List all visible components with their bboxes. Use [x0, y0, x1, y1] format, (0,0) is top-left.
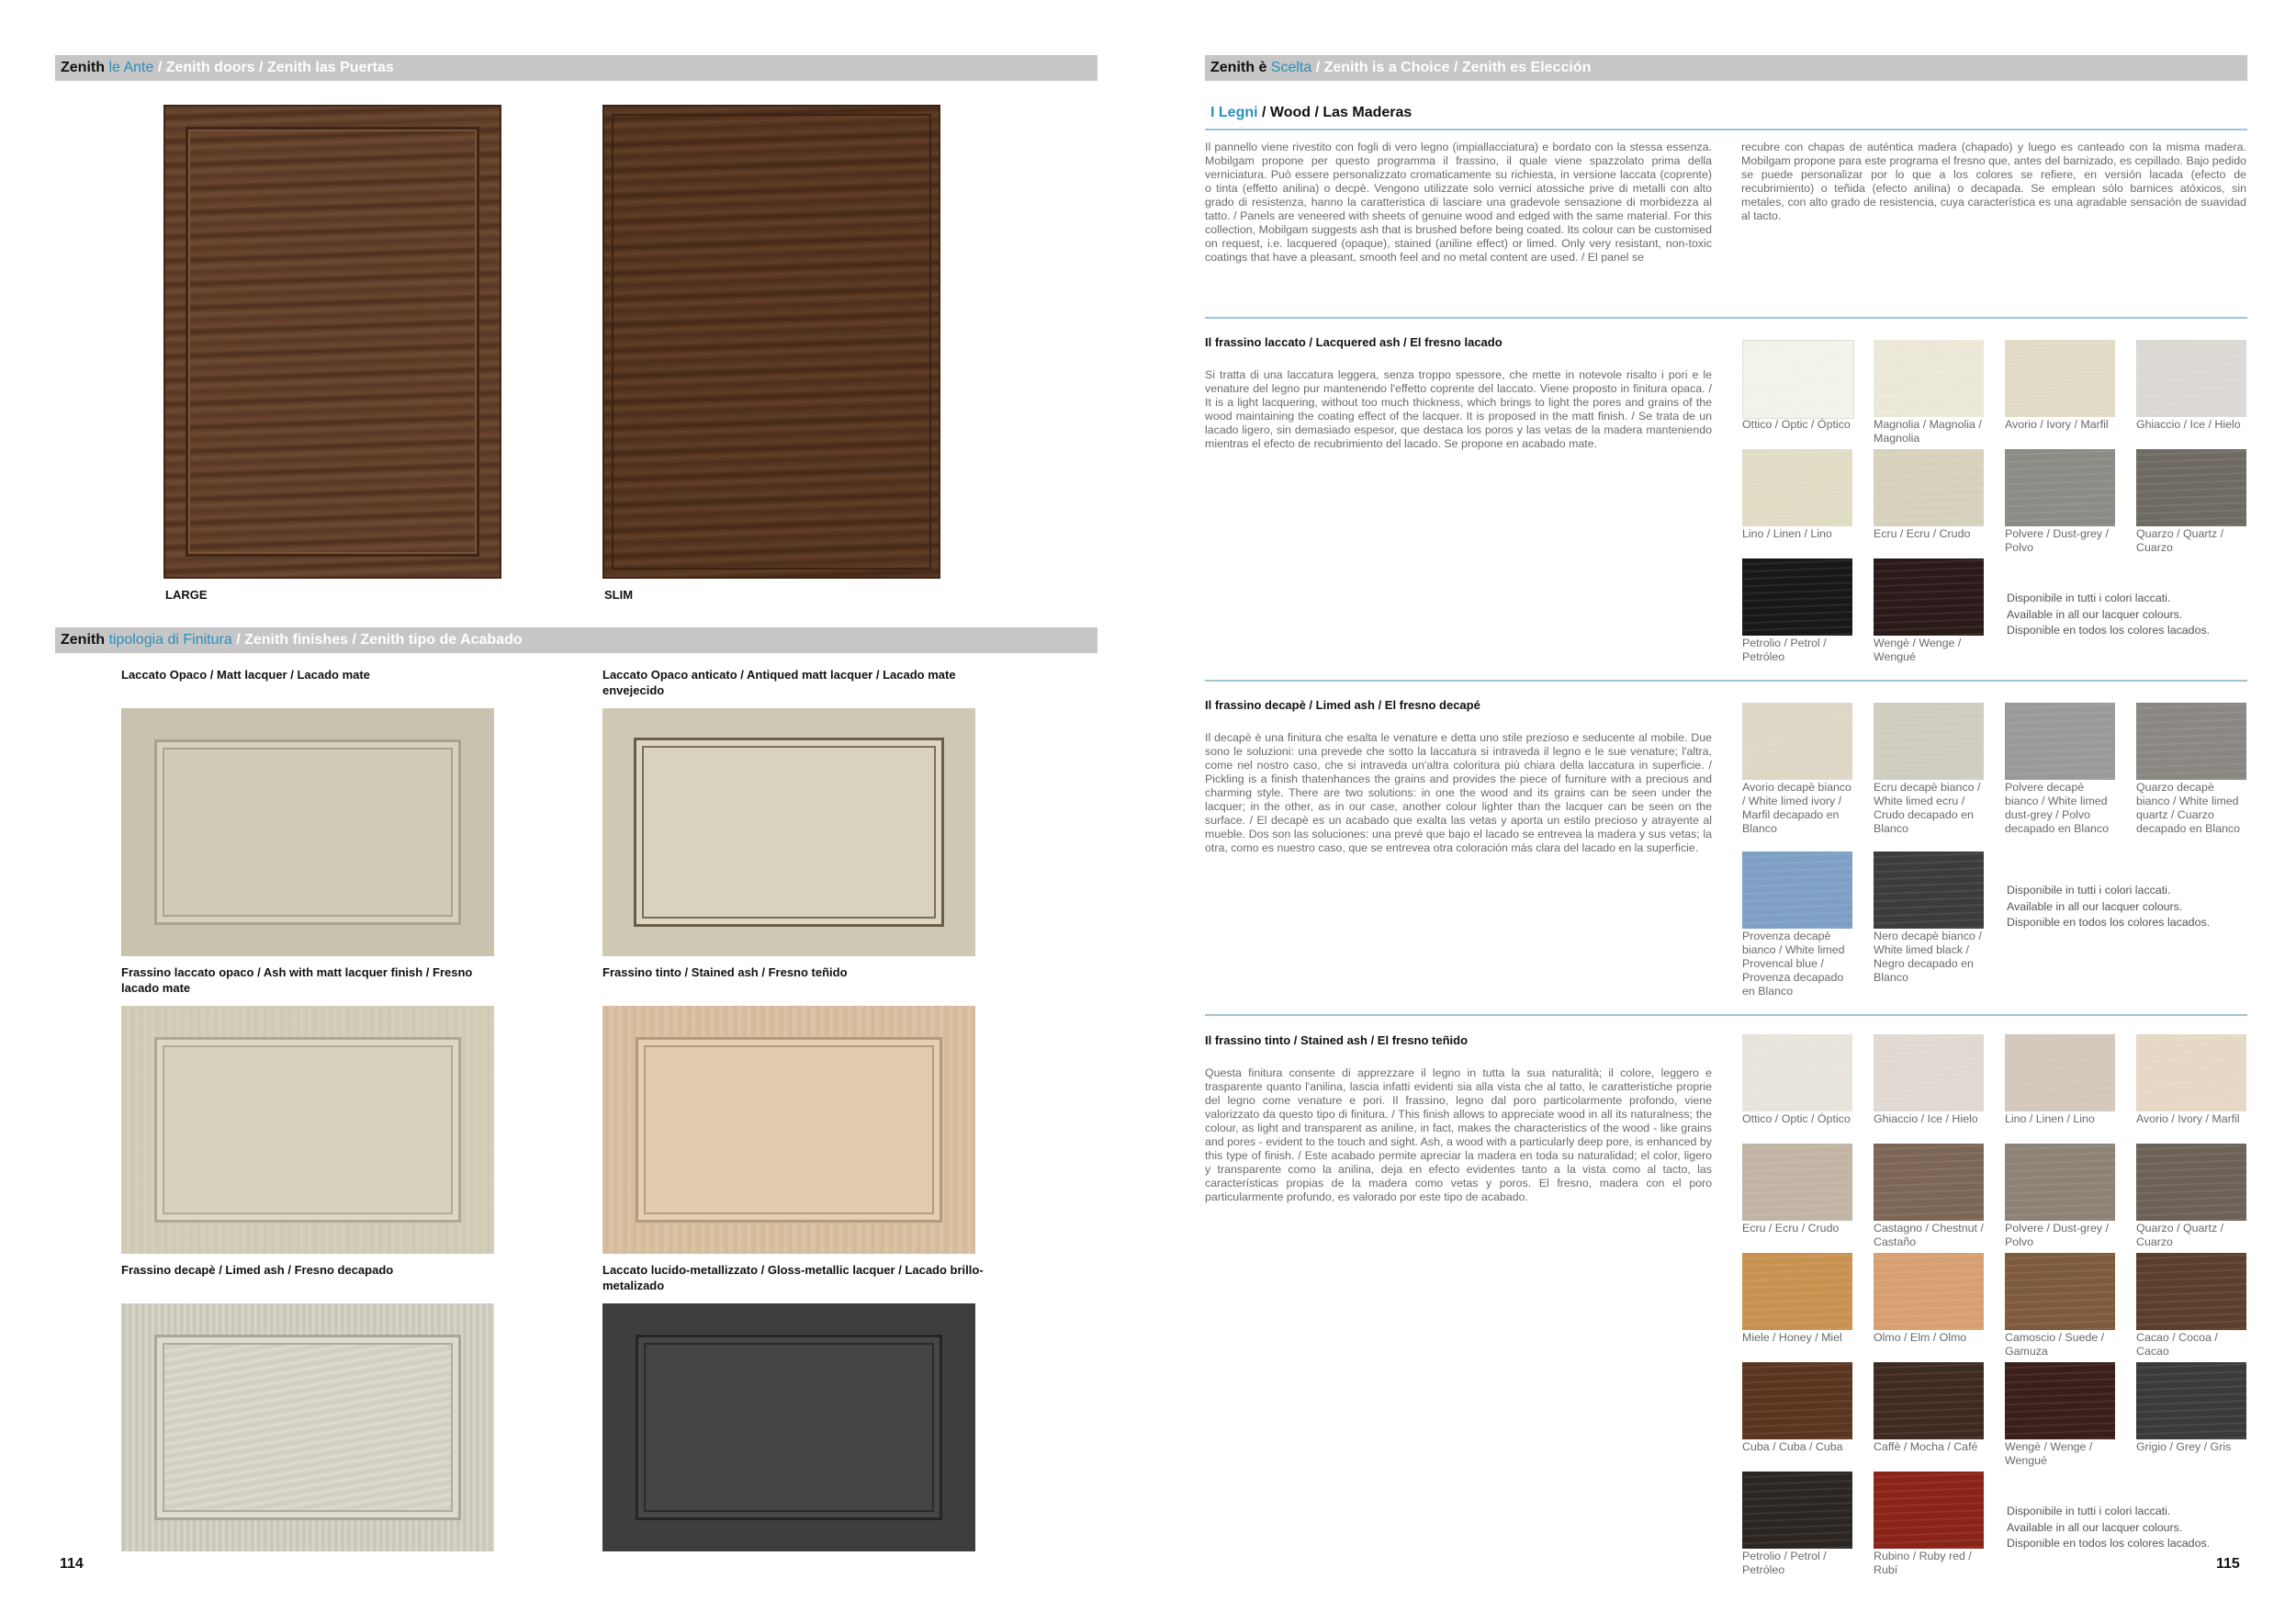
- swatch-label: Caffè / Mocha / Café: [1874, 1440, 1978, 1453]
- finish-label-5: Frassino decapè / Limed ash / Fresno decapado: [121, 1263, 394, 1277]
- note-line-en: Available in all our lacquer colours.: [2007, 607, 2183, 621]
- swatch-label: Quarzo / Quartz / Cuarzo: [2136, 1222, 2224, 1248]
- bar-rest: / Zenith finishes / Zenith tipo de Acabado: [231, 632, 523, 648]
- color-swatch[interactable]: [2136, 449, 2246, 526]
- woods-title-rest: / Wood / Las Maderas: [1257, 105, 1412, 120]
- stained-text: Questa finitura consente di apprezzare il legno in tutta la sua naturalità; il colore, leggero e trasparente quanto l'anilina, lascia infatti evidenti sia alla vista che al tatto, le caratteristiche proprie del legno come venature e pori. Il frassino, legno dal poro particolarmente profondo, viene valorizzato da questo tipo di finitura. / This finish allows to appreciate wood in all its naturalness; the colour, as light and transparent as aniline, in fact, makes the characteristics of the wood - like grains and pores - evident to the touch and sight. Ash, a wood with a particularly deep pore, is enhanced by this type of finish. / Este acabado permite apreciar la madera en toda su naturalidad; el color, ligero y transparente como la anilina, deja en efecto evidentes tanto a la vista como al tacto, las características propias de la madera como vetas y poros. El fresno, madera con el poro particularmente profundo, es valorado por este tipo de acabado.: [1205, 1066, 1712, 1203]
- swatch-label: Ecru / Ecru / Crudo: [1742, 1222, 1840, 1235]
- lacquered-note: [2007, 591, 2210, 639]
- swatch-label: Wengè / Wenge / Wengué: [1874, 637, 1962, 663]
- bar-highlight: le Ante: [108, 60, 154, 75]
- swatch-label: Avorio decapè bianco / White limed ivory / Marfil decapado en Blanco: [1742, 781, 1851, 835]
- intro-text-right: recubre con chapas de auténtica madera (chapado) y luego es canteado con la misma madera. Mobilgam propone para este programa el fresno que, antes del barnizado, es cepillado. Bajo pedido se puede personalizar por lo que a los colores se refiere, en versión lacada (efecto de recubrimiento) o teñida (efecto anilina) o decapada. Se emplean sólo barnices atóxicos, sin metales, con alto grado de resistencia, cuya característica es una agradable sensación de suavidad al tacto.: [1741, 141, 2246, 222]
- doors-section-bar: [55, 55, 1097, 81]
- color-swatch[interactable]: [1742, 1362, 1852, 1439]
- swatch-label: Ghiaccio / Ice / Hielo: [2136, 418, 2241, 431]
- color-swatch[interactable]: [2005, 449, 2115, 526]
- finish-panel-stained-ash: [602, 1006, 975, 1254]
- finish-label-6: Laccato lucido-metallizzato / Gloss-metallic lacquer / Lacado brillo-metalizado: [602, 1263, 984, 1292]
- color-swatch[interactable]: [2136, 1362, 2246, 1439]
- finish-label-3: Frassino laccato opaco / Ash with matt lacquer finish / Fresno lacado mate: [121, 965, 473, 995]
- panel-frame: [636, 1335, 942, 1520]
- door-large-label: LARGE: [165, 588, 208, 602]
- color-swatch[interactable]: [1874, 1472, 1984, 1549]
- swatch-label: Avorio / Ivory / Marfil: [2136, 1112, 2240, 1125]
- swatch-label: Camoscio / Suede / Gamuza: [2005, 1331, 2105, 1358]
- finish-label-2: Laccato Opaco anticato / Antiqued matt lacquer / Lacado mate envejecido: [602, 668, 956, 697]
- note-line-es: Disponible en todos los colores lacados.: [2007, 916, 2211, 929]
- swatch-label: Petrolio / Petrol / Petróleo: [1742, 637, 1827, 663]
- panel-frame: [634, 738, 944, 927]
- color-swatch[interactable]: [1874, 851, 1984, 929]
- color-swatch[interactable]: [2136, 340, 2246, 417]
- bar-highlight: tipologia di Finitura: [108, 632, 232, 648]
- swatch-label: Lino / Linen / Lino: [2005, 1112, 2095, 1125]
- color-swatch[interactable]: [2005, 1362, 2115, 1439]
- lacquered-rule: [1205, 317, 2247, 319]
- finish-panel-ash-matt: [121, 1006, 494, 1254]
- swatch-label: Castagno / Chestnut / Castaño: [1874, 1222, 1984, 1248]
- bar-rest: / Zenith doors / Zenith las Puertas: [153, 60, 394, 75]
- swatch-label: Miele / Honey / Miel: [1742, 1331, 1842, 1344]
- swatch-label: Petrolio / Petrol / Petróleo: [1742, 1550, 1827, 1576]
- color-swatch[interactable]: [1874, 558, 1984, 636]
- lacquered-text: Si tratta di una laccatura leggera, senza troppo spessore, che mette in notevole risalto i pori e le venature del legno pur mantenendo l'effetto coprente del laccato. Viene proposto in finitura opaca. / It is a light lacquering, without too much thickness, which brings to light the pores and grains of the wood maintaining the coating effect of the lacquer. It is proposed in the matt finish. / Se trata de un lacado ligero, sin demasiado espesor, que destaca los poros y las vetas de la madera manteniendo mientras el efecto de recubrimiento del lacado. Se propone en acabado mate.: [1205, 368, 1712, 450]
- color-swatch[interactable]: [1742, 851, 1852, 929]
- limed-text: Il decapè è una finitura che esalta le venature e detta uno stile prezioso e seducente al mobile. Due sono le soluzioni: una prevede che sotto la laccatura si intraveda il legno e le sue venature; l'altra, come nel nostro caso, che si intraveda un'altra coloritura più chiara della laccatura in superficie. / Pickling is a finish thatenhances the grains and provides the piece of furniture with a precious and charming style. There are two solutions: in one the wood and its grains can be seen under the lacquer; in the other, as in our case, another colour lighter than the lacquer can be seen on the surface. / El decapè es un acabado que exalta las vetas y aporta un estilo precioso y atrayente al mueble. Dos son las soluciones: una prevé que bajo el lacado se entrevea la madera y sus vetas; la otra, como es nuestro caso, que se entrevea otra coloración más clara del lacado en la superficie.: [1205, 731, 1712, 854]
- swatch-label: Ottico / Optic / Óptico: [1742, 1112, 1851, 1125]
- stained-note: [2007, 1504, 2210, 1552]
- swatch-label: Cacao / Cocoa / Cacao: [2136, 1331, 2218, 1358]
- color-swatch[interactable]: [1874, 1034, 1984, 1111]
- bar-brand: Zenith: [61, 60, 105, 75]
- color-swatch[interactable]: [2005, 1034, 2115, 1111]
- color-swatch[interactable]: [1742, 449, 1852, 526]
- swatch-label: Polvere decapè bianco / White limed dust-grey / Polvo decapado en Blanco: [2005, 781, 2109, 835]
- color-swatch[interactable]: [1742, 1144, 1852, 1221]
- stained-rule: [1205, 1014, 2247, 1016]
- color-swatch[interactable]: [2005, 1253, 2115, 1330]
- limed-title: Il frassino decapè / Limed ash / El fresno decapé: [1205, 698, 1480, 712]
- finish-panel-limed-ash: [121, 1303, 494, 1551]
- note-line-en: Available in all our lacquer colours.: [2007, 899, 2183, 913]
- door-slim-label: SLIM: [604, 588, 634, 602]
- swatch-label: Quarzo decapè bianco / White limed quartz / Cuarzo decapado en Blanco: [2136, 781, 2240, 835]
- swatch-label: Ottico / Optic / Óptico: [1742, 418, 1851, 431]
- limed-rule: [1205, 680, 2247, 682]
- door-large-frame: [186, 127, 479, 557]
- color-swatch[interactable]: [2005, 1144, 2115, 1221]
- finish-panel-gloss-metallic: [602, 1303, 975, 1551]
- color-swatch[interactable]: [1742, 703, 1852, 780]
- color-swatch[interactable]: [1874, 1362, 1984, 1439]
- bar-brand: Zenith: [61, 632, 105, 648]
- swatch-label: Avorio / Ivory / Marfil: [2005, 418, 2109, 431]
- note-line-it: Disponibile in tutti i colori laccati.: [2007, 884, 2171, 897]
- finish-label-4: Frassino tinto / Stained ash / Fresno teñido: [602, 965, 848, 979]
- color-swatch[interactable]: [1742, 340, 1854, 419]
- panel-frame: [154, 739, 461, 925]
- woods-title: [1210, 105, 1412, 121]
- swatch-label: Olmo / Elm / Olmo: [1874, 1331, 1967, 1344]
- color-swatch[interactable]: [1874, 340, 1984, 417]
- page-number-right: 115: [2216, 1556, 2240, 1572]
- note-line-es: Disponible en todos los colores lacados.: [2007, 1537, 2211, 1550]
- choice-section-bar: [1205, 55, 2247, 81]
- bar-rest: / Zenith is a Choice / Zenith es Elección: [1311, 60, 1592, 75]
- finish-panel-matt-lacquer: [121, 708, 494, 956]
- color-swatch[interactable]: [1874, 703, 1984, 780]
- woods-title-rule: [1205, 129, 2247, 130]
- bar-highlight: Scelta: [1270, 60, 1312, 75]
- bar-brand: Zenith è: [1210, 60, 1267, 75]
- color-swatch[interactable]: [1742, 1472, 1852, 1549]
- finishes-section-bar: [55, 627, 1097, 653]
- door-slim-image: [602, 105, 940, 579]
- swatch-label: Ecru / Ecru / Crudo: [1874, 527, 1971, 540]
- intro-text-left: Il pannello viene rivestito con fogli di vero legno (impiallacciatura) e bordato con la stessa essenza. Mobilgam propone per questo programma il frassino, il quale viene spazzolato prima della verniciatura. Può essere personalizzato cromaticamente su richiesta, in versione laccata (coprente) o tinta (effetto anilina) o decpè. Vengono utilizzate solo vernici atossiche prive di metalli con alto grado di resistenza, hanno la caratteristica di lasciare una gradevole sensazione di morbidezza al tatto. / Panels are veneered with sheets of genuine wood and edged with the same material. For this collection, Mobilgam suggests ash that is brushed before being coated. Its colour can be customised on request, i.e. lacquered (opaque), stained (aniline effect) or limed. Only very resistant, non-toxic coatings that have a pleasant, smooth feel and no metal content are used. / El panel se: [1205, 141, 1712, 264]
- page-number-left: 114: [60, 1556, 84, 1572]
- color-swatch[interactable]: [2136, 1253, 2246, 1330]
- finish-panel-antiqued-lacquer: [602, 708, 975, 956]
- color-swatch[interactable]: [1742, 558, 1852, 636]
- door-large-image: [163, 105, 501, 579]
- color-swatch[interactable]: [2136, 1144, 2246, 1221]
- color-swatch[interactable]: [1742, 1034, 1852, 1111]
- swatch-label: Grigio / Grey / Gris: [2136, 1440, 2232, 1453]
- swatch-label: Cuba / Cuba / Cuba: [1742, 1440, 1843, 1453]
- color-swatch[interactable]: [1742, 1253, 1852, 1330]
- panel-frame: [154, 1335, 461, 1520]
- swatch-label: Nero decapè bianco / White limed black / Negro decapado en Blanco: [1874, 930, 1982, 984]
- swatch-label: Magnolia / Magnolia / Magnolia: [1874, 418, 1982, 445]
- swatch-label: Ghiaccio / Ice / Hielo: [1874, 1112, 1978, 1125]
- finish-label-1: Laccato Opaco / Matt lacquer / Lacado mate: [121, 668, 370, 682]
- note-line-en: Available in all our lacquer colours.: [2007, 1520, 2183, 1534]
- color-swatch[interactable]: [1874, 449, 1984, 526]
- color-swatch[interactable]: [2136, 703, 2246, 780]
- color-swatch[interactable]: [2005, 340, 2115, 417]
- swatch-label: Quarzo / Quartz / Cuarzo: [2136, 527, 2224, 554]
- panel-frame: [636, 1037, 942, 1223]
- swatch-label: Ecru decapè bianco / White limed ecru / Crudo decapado en Blanco: [1874, 781, 1981, 835]
- color-swatch[interactable]: [2005, 703, 2115, 780]
- swatch-label: Lino / Linen / Lino: [1742, 527, 1832, 540]
- color-swatch[interactable]: [1874, 1253, 1984, 1330]
- woods-title-highlight: I Legni: [1210, 105, 1258, 120]
- door-slim-frame: [612, 114, 931, 570]
- swatch-label: Rubino / Ruby red / Rubí: [1874, 1550, 1972, 1576]
- swatch-label: Polvere / Dust-grey / Polvo: [2005, 527, 2109, 554]
- swatch-label: Polvere / Dust-grey / Polvo: [2005, 1222, 2109, 1248]
- note-line-it: Disponibile in tutti i colori laccati.: [2007, 592, 2171, 604]
- stained-title: Il frassino tinto / Stained ash / El fresno teñido: [1205, 1033, 1469, 1047]
- panel-frame: [154, 1037, 461, 1223]
- note-line-es: Disponible en todos los colores lacados.: [2007, 624, 2211, 637]
- lacquered-title: Il frassino laccato / Lacquered ash / El fresno lacado: [1205, 335, 1503, 349]
- color-swatch[interactable]: [1874, 1144, 1984, 1221]
- limed-note: [2007, 883, 2210, 931]
- swatch-label: Wengè / Wenge / Wengué: [2005, 1440, 2093, 1467]
- swatch-label: Provenza decapè bianco / White limed Provencal blue / Provenza decapado en Blanco: [1742, 930, 1845, 998]
- color-swatch[interactable]: [2136, 1034, 2246, 1111]
- note-line-it: Disponibile in tutti i colori laccati.: [2007, 1505, 2171, 1517]
